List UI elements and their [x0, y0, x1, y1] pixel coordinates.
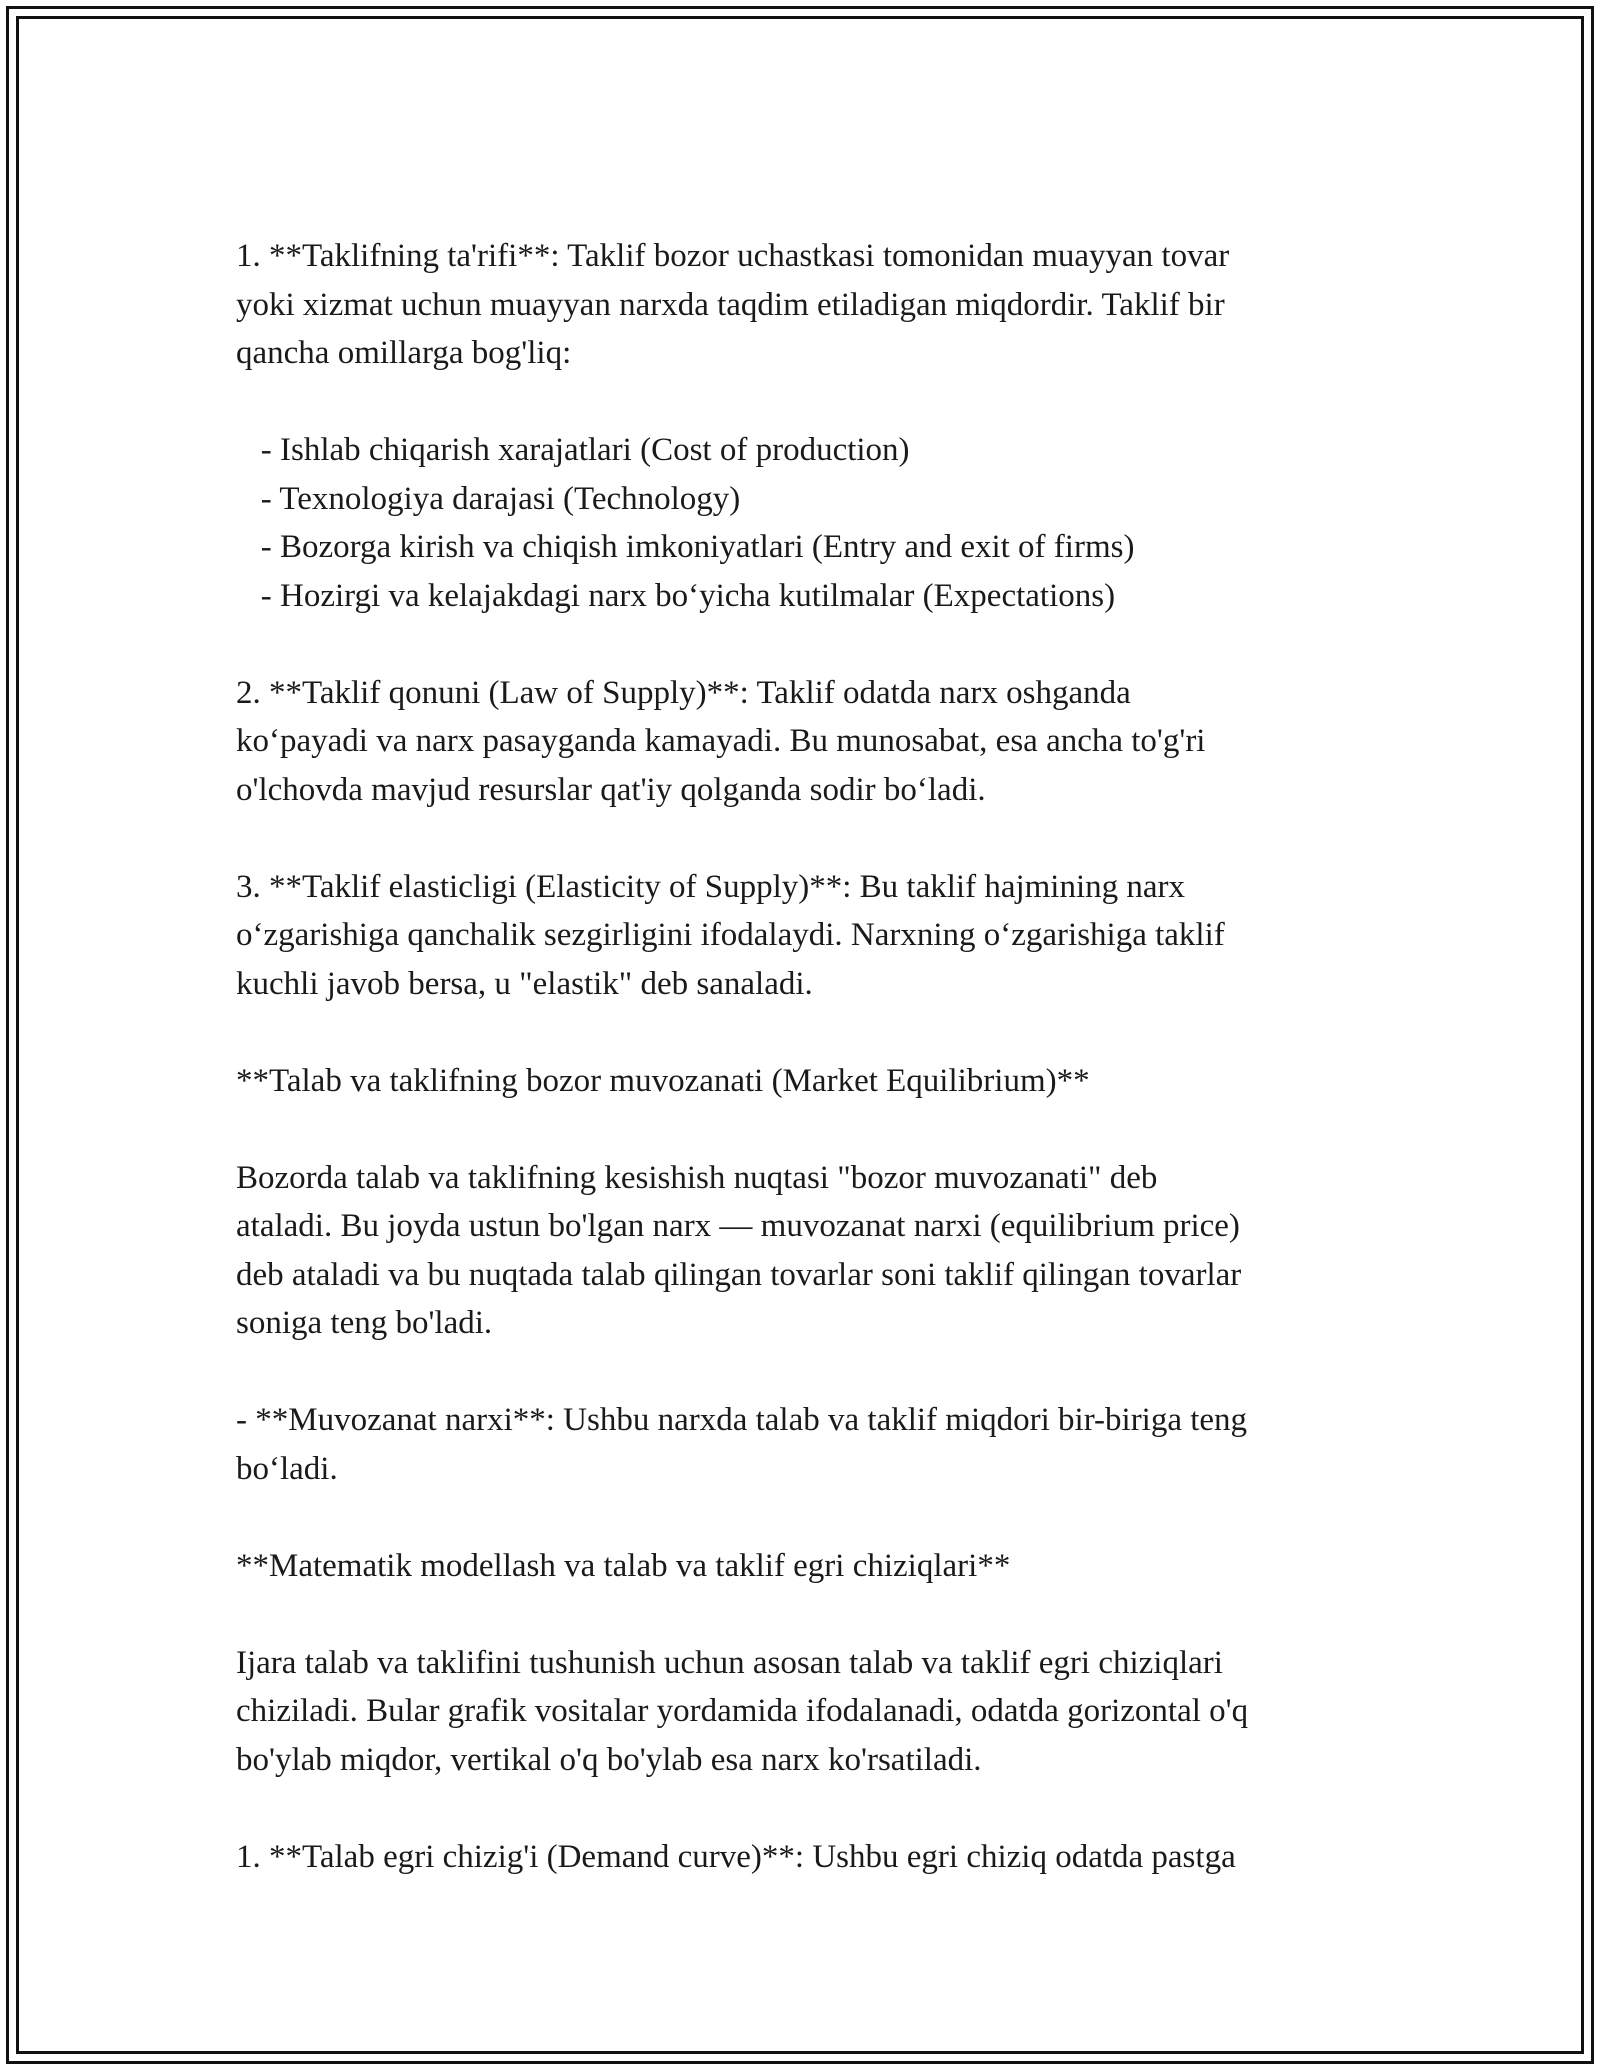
text-line: o‘zgarishiga qanchalik sezgirligini ifodalaydi. Narxning o‘zgarishiga taklif	[236, 917, 1225, 953]
paragraph	[236, 232, 1386, 378]
text-line: - Hozirgi va kelajakdagi narx bo‘yicha kutilmalar (Expectations)	[236, 577, 1116, 614]
text-line: chiziladi. Bular grafik vositalar yordamida ifodalanadi, odatda gorizontal o'q	[236, 1693, 1249, 1729]
paragraph	[236, 669, 1386, 815]
paragraph-gap	[236, 1590, 1386, 1639]
text-line: - Ishlab chiqarish xarajatlari (Cost of production)	[236, 432, 910, 468]
text-line: 3. **Taklif elasticligi (Elasticity of Supply)**: Bu taklif hajmining narx	[236, 868, 1186, 905]
paragraph	[236, 863, 1386, 1009]
text-line: qancha omillarga bog'liq:	[236, 335, 572, 371]
text-line: 1. **Talab egri chizig'i (Demand curve)**: Ushbu egri chiziq odatda pastga	[236, 1838, 1236, 1875]
paragraph-gap	[236, 1348, 1386, 1397]
paragraph	[236, 1639, 1386, 1785]
text-line: o'lchovda mavjud resurslar qat'iy qolganda sodir bo‘ladi.	[236, 771, 986, 808]
paragraph-gap	[236, 378, 1386, 427]
text-line: - Texnologiya darajasi (Technology)	[236, 480, 741, 517]
text-line: Bozorda talab va taklifning kesishish nuqtasi "bozor muvozanati" deb	[236, 1159, 1158, 1196]
document-body	[236, 232, 1386, 1881]
paragraph-gap	[236, 1008, 1386, 1057]
text-line: - **Muvozanat narxi**: Ushbu narxda talab va taklif miqdori bir-biriga teng	[236, 1402, 1248, 1438]
paragraph	[236, 1542, 1386, 1591]
text-line: **Matematik modellash va talab va taklif egri chiziqlari**	[236, 1547, 1011, 1584]
text-line: 1. **Taklifning ta'rifi**: Taklif bozor uchastkasi tomonidan muayyan tovar	[236, 238, 1230, 274]
text-line: deb ataladi va bu nuqtada talab qilingan tovarlar soni taklif qilingan tovarlar	[236, 1256, 1242, 1293]
text-line: bo‘ladi.	[236, 1450, 338, 1487]
paragraph	[236, 426, 1386, 620]
paragraph-gap	[236, 1493, 1386, 1542]
text-line: yoki xizmat uchun muayyan narxda taqdim etiladigan miqdordir. Taklif bir	[236, 286, 1225, 323]
text-line: kuchli javob bersa, u "elastik" deb sanaladi.	[236, 965, 813, 1002]
text-line: bo'ylab miqdor, vertikal o'q bo'ylab esa narx ko'rsatiladi.	[236, 1741, 982, 1778]
text-line: Ijara talab va taklifini tushunish uchun asosan talab va taklif egri chiziqlari	[236, 1644, 1223, 1681]
paragraph	[236, 1396, 1386, 1493]
text-line: **Talab va taklifning bozor muvozanati (Market Equilibrium)**	[236, 1062, 1090, 1099]
paragraph	[236, 1833, 1386, 1882]
paragraph-gap	[236, 814, 1386, 863]
paragraph	[236, 1057, 1386, 1106]
text-line: soniga teng bo'ladi.	[236, 1305, 493, 1341]
paragraph-gap	[236, 1105, 1386, 1154]
text-line: 2. **Taklif qonuni (Law of Supply)**: Taklif odatda narx oshganda	[236, 674, 1131, 711]
paragraph-gap	[236, 1784, 1386, 1833]
paragraph-gap	[236, 620, 1386, 669]
text-line: - Bozorga kirish va chiqish imkoniyatlari (Entry and exit of firms)	[236, 529, 1135, 565]
text-line: ko‘payadi va narx pasayganda kamayadi. Bu munosabat, esa ancha to'g'ri	[236, 723, 1206, 759]
text-line: ataladi. Bu joyda ustun bo'lgan narx — muvozanat narxi (equilibrium price)	[236, 1208, 1240, 1244]
paragraph	[236, 1154, 1386, 1348]
